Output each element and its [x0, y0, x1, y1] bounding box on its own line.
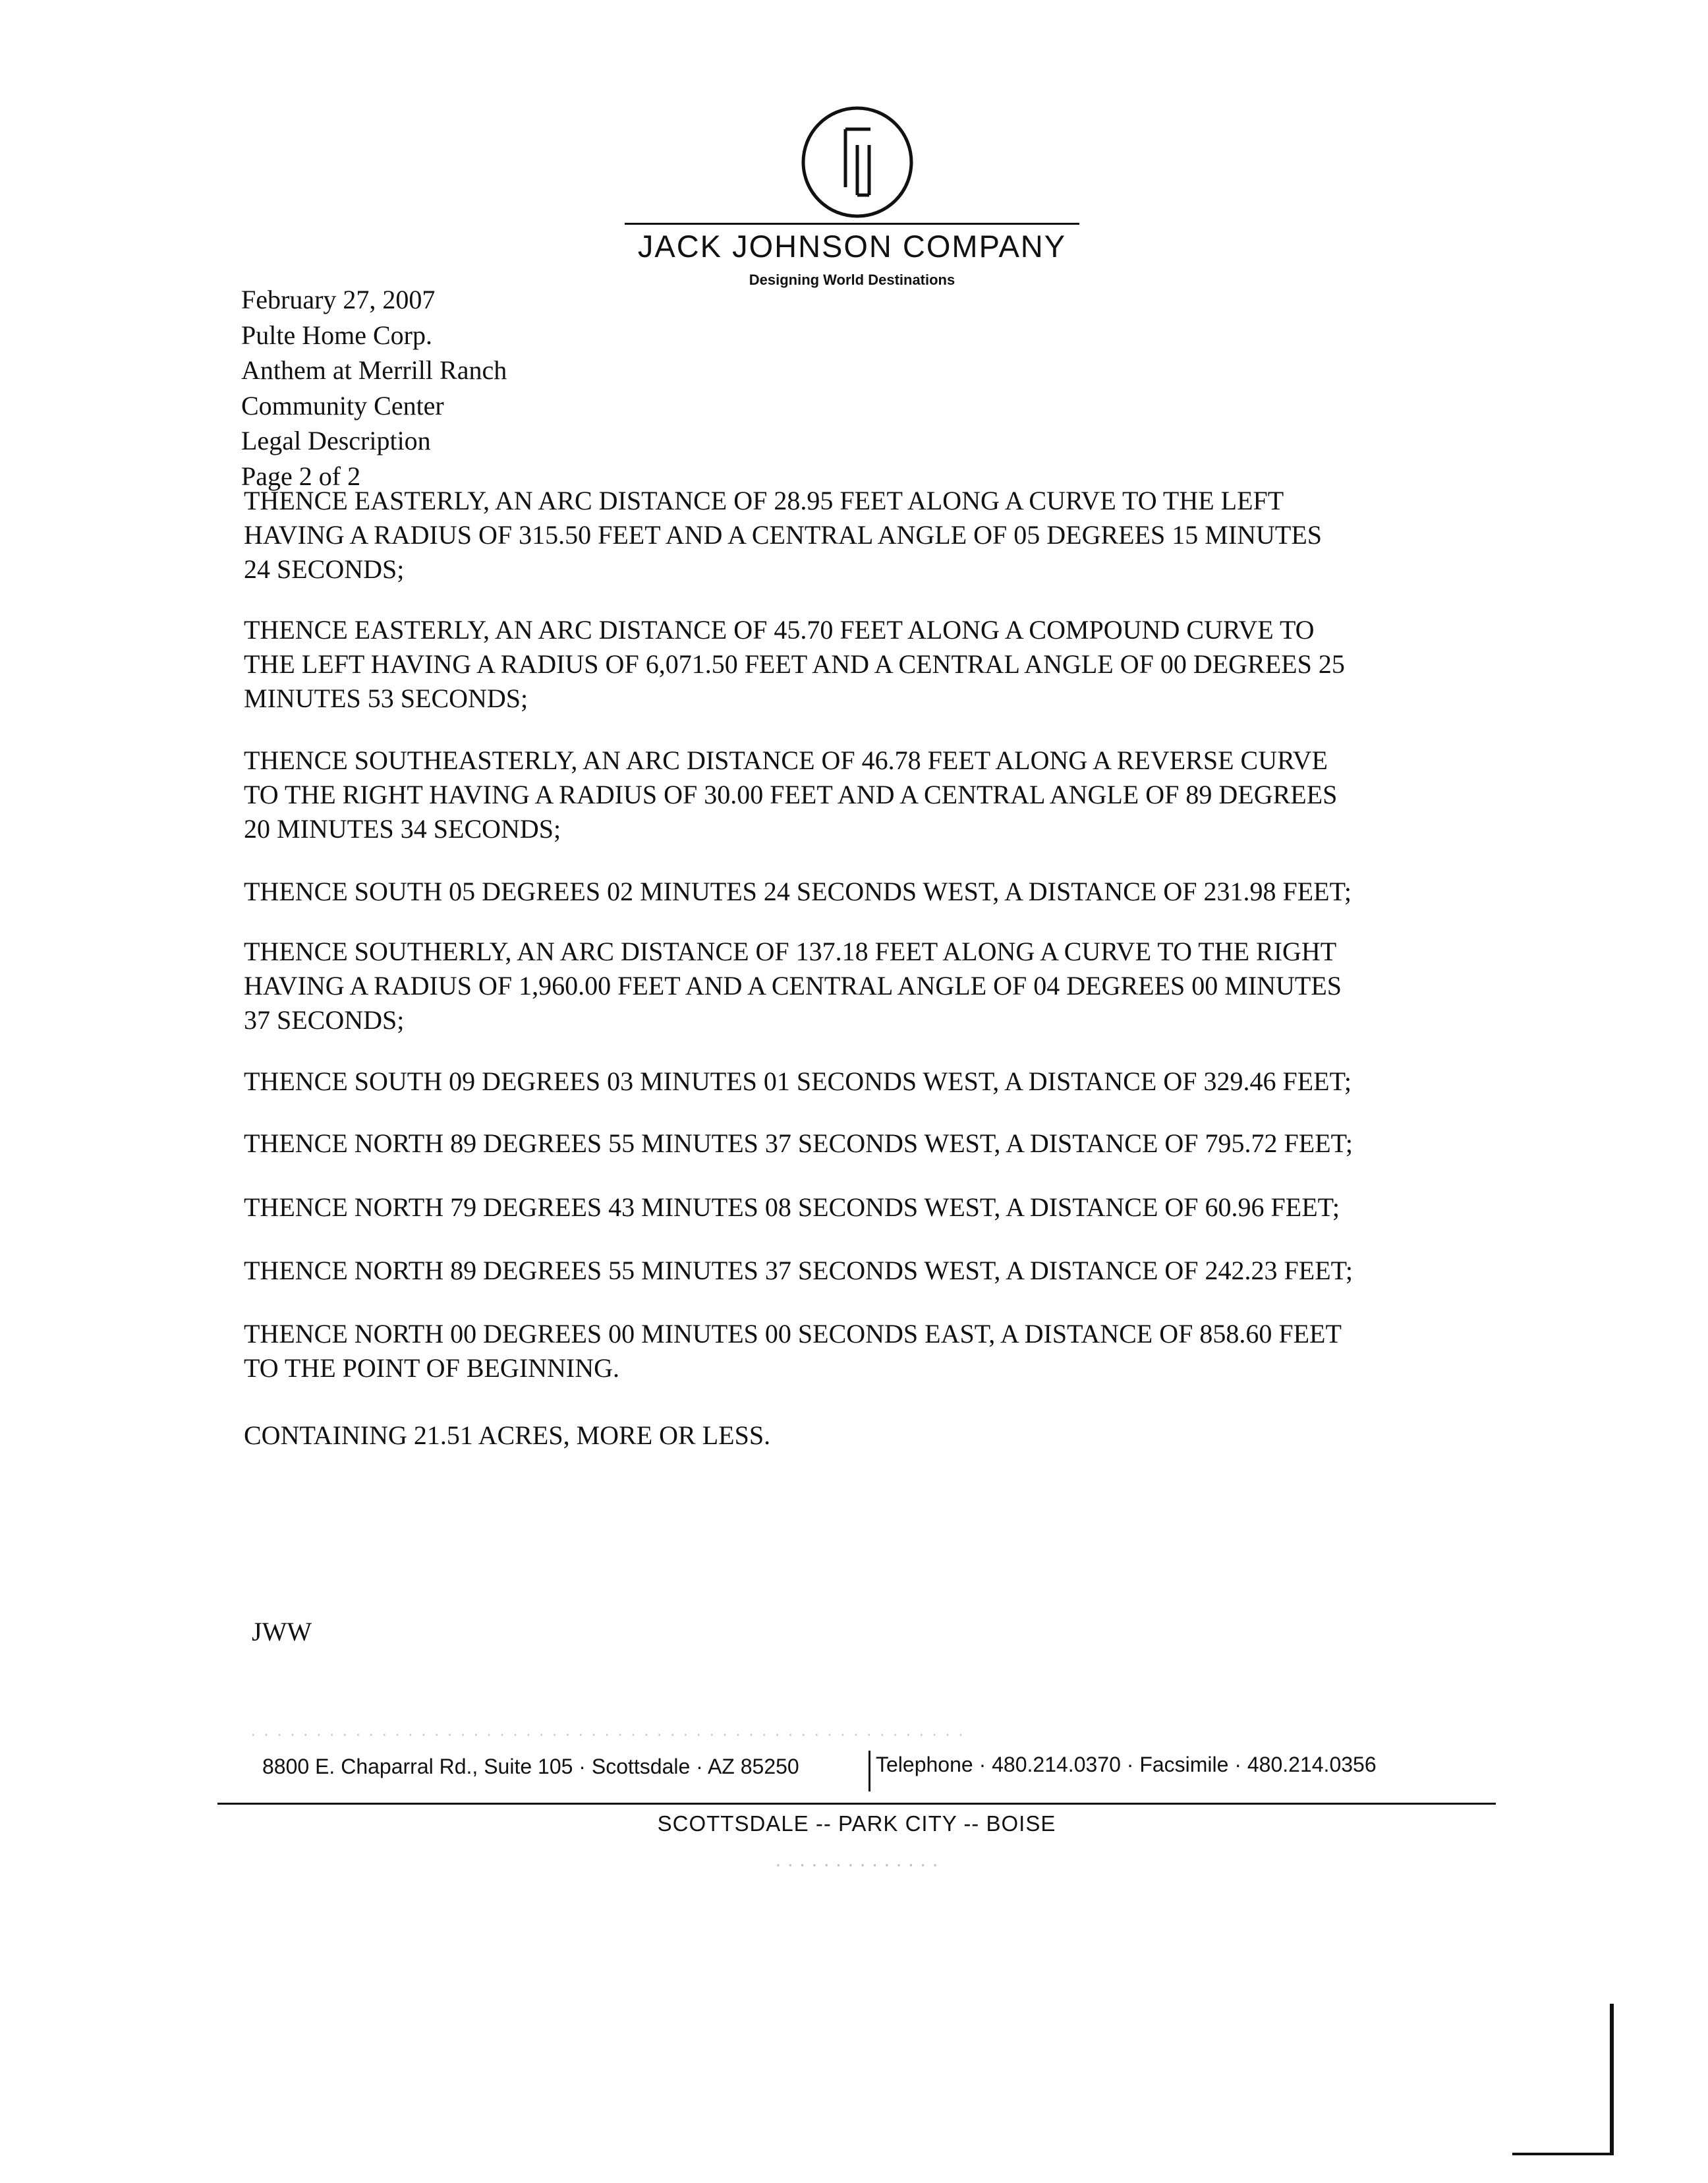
footer-address: 8800 E. Chaparral Rd., Suite 105 · Scottsdale · AZ 85250	[262, 1755, 799, 1778]
paragraph: CONTAINING 21.51 ACRES, MORE OR LESS.	[244, 1420, 771, 1450]
heading-doc-type: Legal Description	[241, 426, 431, 455]
paragraph: THENCE SOUTHEASTERLY, AN ARC DISTANCE OF 46.78 FEET ALONG A REVERSE CURVE TO THE RIGHT HAVING A RADIUS OF 30.00 FEET AND A CENTRAL ANGLE OF 89 DEGREES 20 MINUTES 34 SECONDS;	[244, 745, 1338, 844]
paragraph: THENCE SOUTHERLY, AN ARC DISTANCE OF 137.18 FEET ALONG A CURVE TO THE RIGHT HAVING A RADIUS OF 1,960.00 FEET AND A CENTRAL ANGLE OF 04 DEGREES 00 MINUTES 37 SECONDS;	[244, 937, 1342, 1035]
paragraph: THENCE EASTERLY, AN ARC DISTANCE OF 45.70 FEET ALONG A COMPOUND CURVE TO THE LEFT HAVING A RADIUS OF 6,071.50 FEET AND A CENTRAL ANGLE OF 00 DEGREES 25 MINUTES 53 SECONDS;	[244, 615, 1345, 713]
letter-heading	[241, 282, 507, 494]
company-tagline: Designing World Destinations	[749, 272, 955, 288]
footer-contact: Telephone · 480.214.0370 · Facsimile · 480.214.0356	[868, 1751, 1377, 1791]
paragraph: THENCE SOUTH 09 DEGREES 03 MINUTES 01 SECONDS WEST, A DISTANCE OF 329.46 FEET;	[244, 1066, 1352, 1096]
paragraph: THENCE NORTH 89 DEGREES 55 MINUTES 37 SECONDS WEST, A DISTANCE OF 795.72 FEET;	[244, 1128, 1353, 1158]
heading-page-number: Page 2 of 2	[241, 461, 361, 491]
footer-faint-print: · · · · · · · · · · · · · · · · · · · · · · · · · · · · · · · · · · · · · · · · · · · · · · · · · · · · · · ·	[250, 1724, 965, 1743]
heading-date: February 27, 2007	[241, 285, 436, 314]
heading-site: Community Center	[241, 390, 444, 421]
scan-corner-mark	[1512, 2153, 1614, 2155]
footer-cities: SCOTTSDALE -- PARK CITY -- BOISE	[657, 1811, 1056, 1836]
logo-rule	[625, 223, 1079, 225]
paragraph: THENCE NORTH 00 DEGREES 00 MINUTES 00 SECONDS EAST, A DISTANCE OF 858.60 FEET TO THE POINT OF BEGINNING.	[244, 1319, 1342, 1383]
author-initials: JWW	[252, 1617, 312, 1646]
company-name: JACK JOHNSON COMPANY	[637, 229, 1067, 264]
scan-corner-mark	[1610, 2004, 1614, 2155]
heading-project: Anthem at Merrill Ranch	[241, 355, 507, 385]
paragraph: THENCE SOUTH 05 DEGREES 02 MINUTES 24 SECONDS WEST, A DISTANCE OF 231.98 FEET;	[244, 877, 1352, 906]
footer-rule	[217, 1803, 1496, 1805]
paragraph: THENCE EASTERLY, AN ARC DISTANCE OF 28.95 FEET ALONG A CURVE TO THE LEFT HAVING A RADIUS OF 315.50 FEET AND A CENTRAL ANGLE OF 05 DEGREES 15 MINUTES 24 SECONDS;	[244, 486, 1323, 584]
paragraph: THENCE NORTH 79 DEGREES 43 MINUTES 08 SECONDS WEST, A DISTANCE OF 60.96 FEET;	[244, 1192, 1340, 1222]
footer-website-faint: · · · · · · · · · · · · · ·	[774, 1853, 939, 1875]
heading-client: Pulte Home Corp.	[241, 320, 432, 350]
company-logo	[799, 104, 915, 220]
paragraph: THENCE NORTH 89 DEGREES 55 MINUTES 37 SECONDS WEST, A DISTANCE OF 242.23 FEET;	[244, 1256, 1353, 1285]
